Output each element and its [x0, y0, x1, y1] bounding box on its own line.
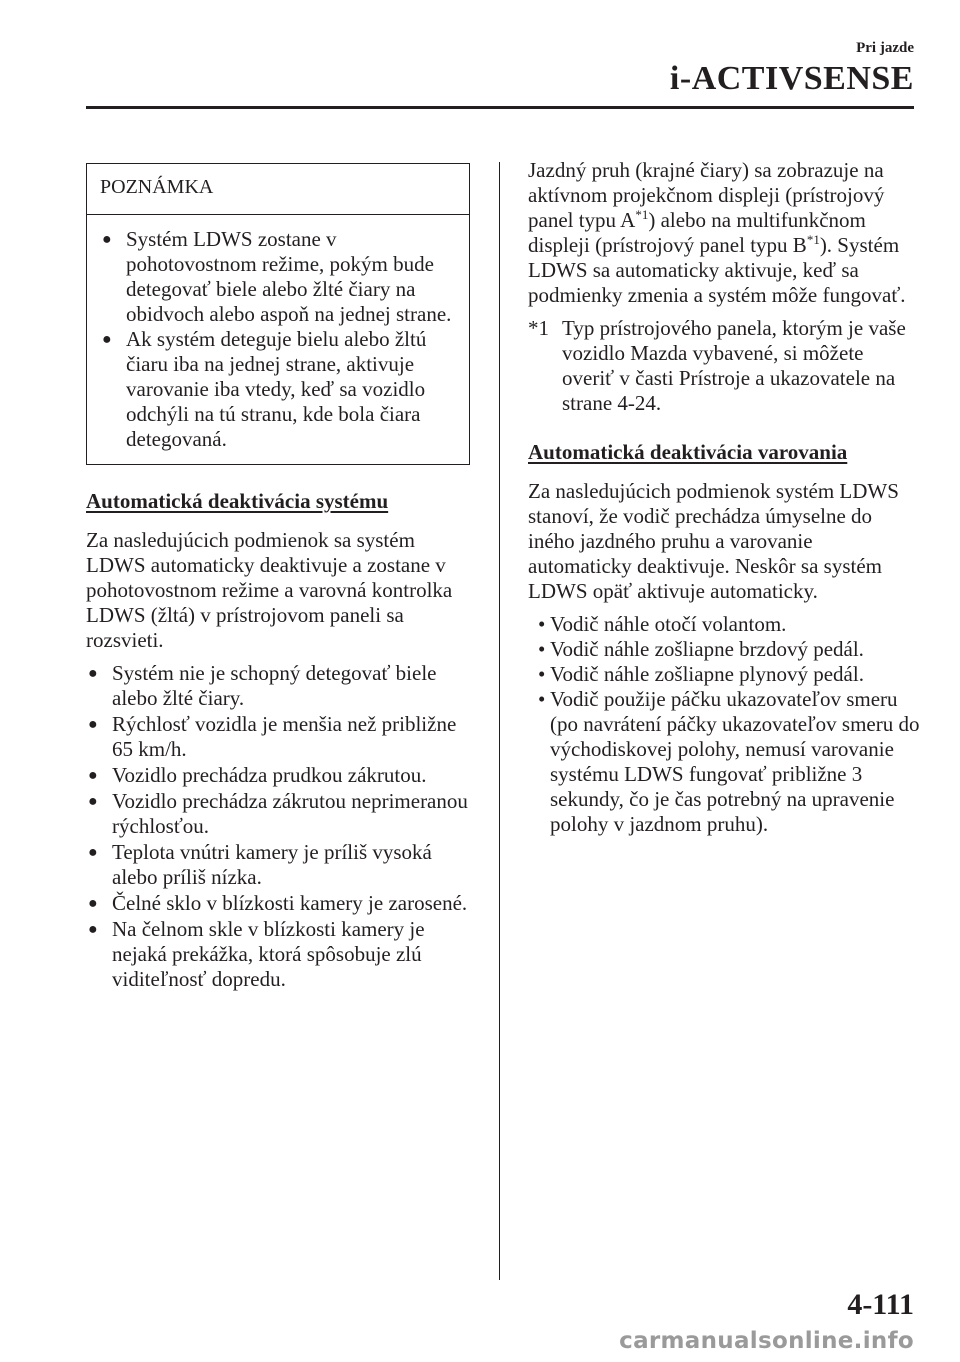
header-rule [86, 106, 914, 109]
footnote-mark: *1 [528, 316, 549, 340]
bullet-icon: • [538, 662, 546, 686]
section-title-auto-warning: Automatická deaktivácia varovania [528, 440, 848, 464]
list-item: ● Rýchlosť vozidla je menšia než približne 65 km/h. [88, 712, 457, 761]
column-divider [499, 162, 500, 1280]
bullet-icon: • [538, 637, 546, 661]
note-item: ● Ak systém deteguje bielu alebo žltú čiaru iba na jednej strane, aktivuje varovanie iba vtedy, keď sa vozidlo odchýli na tú stranu, kde bola čiara detegovaná. [102, 327, 427, 451]
bullet-icon: ● [102, 331, 112, 348]
right-column [528, 158, 920, 837]
auto-warning-intro: Za nasledujúcich podmienok systém LDWS stanoví, že vodič prechádza úmyselne do iného jazdného pruhu a varovanie automaticky deaktivuje. Neskôr sa systém LDWS opäť aktivuje automaticky. [528, 479, 899, 603]
bullet-icon: ● [88, 716, 98, 733]
list-item: ● Vozidlo prechádza zákrutou neprimeranou rýchlosťou. [88, 789, 468, 838]
lane-display-paragraph: Jazdný pruh (krajné čiary) sa zobrazuje na aktívnom projekčnom displeji (prístrojový panel typu $A^{*1}$) alebo na multifunkčnom displeji (prístrojový panel typu $B^{*1}$). Systém LDWS sa automaticky aktivuje, keď sa podmienky zmenia a systém môže fungovať. [528, 158, 906, 307]
list-item: ● Čelné sklo v blízkosti kamery je zarosené. [88, 891, 468, 915]
bullet-icon: ● [88, 895, 98, 912]
bullet-icon: • [538, 687, 546, 711]
watermark: carmanualsonline.info [619, 1328, 914, 1354]
footnote-text: Typ prístrojového panela, ktorým je vaše vozidlo Mazda vybavené, si môžete overiť v časti Prístroje a ukazovatele na strane 4-24. [562, 316, 906, 415]
note-heading: POZNÁMKA [87, 164, 469, 215]
bullet-icon: ● [88, 921, 98, 938]
bullet-icon: ● [102, 231, 112, 248]
list-item: ● Teplota vnútri kamery je príliš vysoká alebo príliš nízka. [88, 840, 432, 889]
auto-system-intro: Za nasledujúcich podmienok sa systém LDWS automaticky deaktivuje a zostane v pohotovostnom režime a varovná kontrolka LDWS (žltá) v prístrojovom paneli sa rozsvieti. [86, 528, 453, 652]
footnote-ref: *1 [806, 232, 820, 247]
bullet-icon: ● [88, 844, 98, 861]
note-box [86, 163, 470, 465]
note-list [100, 227, 455, 452]
bullet-icon: ● [88, 767, 98, 784]
header-section-label: Pri jazde [856, 40, 914, 56]
bullet-icon: ● [88, 665, 98, 682]
footnote [528, 316, 920, 416]
footnote-ref: *1 [635, 207, 649, 222]
left-column [86, 163, 472, 993]
list-item: • Vodič použije páčku ukazovateľov smeru (po navrátení páčky ukazovateľov smeru do východiskovej polohy, nemusí varovanie systému LDWS fungovať približne 3 sekundy, čo je čas potrebný na upravenie polohy v jazdnom pruhu). [538, 687, 920, 836]
page-number: 4-111 [847, 1288, 914, 1321]
auto-system-list [86, 661, 472, 992]
section-title-auto-system: Automatická deaktivácia systému [86, 489, 389, 513]
list-item: ● Vozidlo prechádza prudkou zákrutou. [88, 763, 427, 787]
bullet-icon: ● [88, 793, 98, 810]
list-item: • Vodič náhle otočí volantom. [538, 612, 787, 636]
note-item: ● Systém LDWS zostane v pohotovostnom režime, pokým bude detegovať biele alebo žlté čiary na obidvoch alebo aspoň na jednej strane. [102, 227, 452, 326]
list-item: ● Systém nie je schopný detegovať biele alebo žlté čiary. [88, 661, 437, 710]
auto-warning-list [528, 612, 920, 837]
list-item: ● Na čelnom skle v blízkosti kamery je nejaká prekážka, ktorá spôsobuje zlú viditeľnosť dopredu. [88, 917, 425, 991]
list-item: • Vodič náhle zošliapne plynový pedál. [538, 662, 864, 686]
bullet-icon: • [538, 612, 546, 636]
list-item: • Vodič náhle zošliapne brzdový pedál. [538, 637, 864, 661]
header-title: i-ACTIVSENSE [669, 60, 914, 97]
